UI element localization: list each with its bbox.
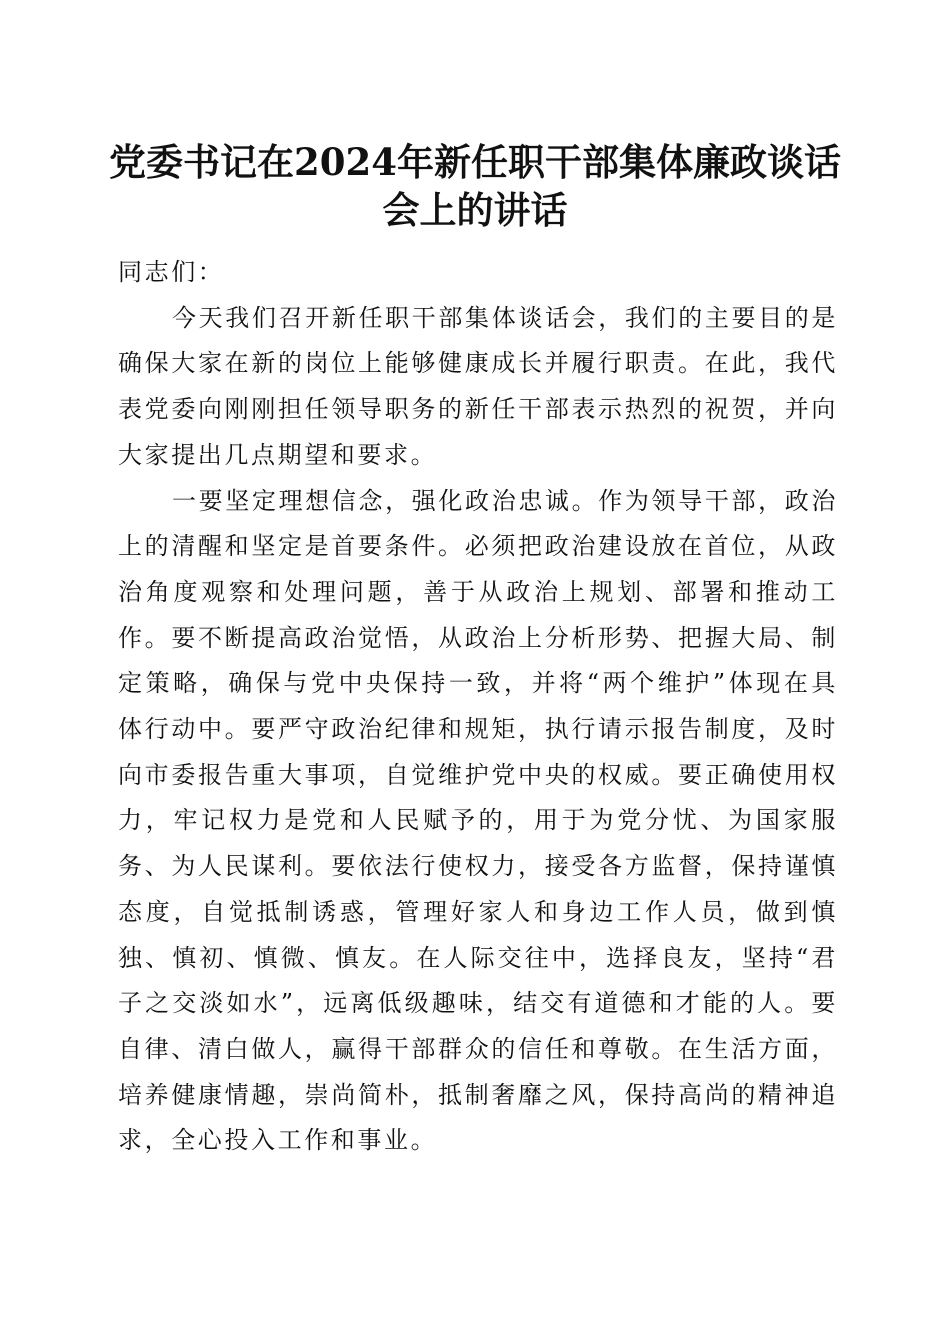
title-line-1: 党委书记在2024年新任职干部集体廉政谈话 bbox=[109, 140, 841, 184]
document-body bbox=[118, 250, 838, 1164]
page-title bbox=[100, 138, 850, 234]
paragraph-intro: 今天我们召开新任职干部集体谈话会，我们的主要目的是确保大家在新的岗位上能够健康成长并履行职责。在此，我代表党委向刚刚担任领导职务的新任干部表示热烈的祝贺，并向大家提出几点期望和要求。 bbox=[118, 303, 838, 469]
paragraph-point-one: 一要坚定理想信念，强化政治忠诚。作为领导干部，政治上的清醒和坚定是首要条件。必须把政治建设放在首位，从政治角度观察和处理问题，善于从政治上规划、部署和推动工作。要不断提高政治觉悟，从政治上分析形势、把握大局、制定策略，确保与党中央保持一致，并将“两个维护”体现在具体行动中。要严守政治纪律和规矩，执行请示报告制度，及时向市委报告重大事项，自觉维护党中央的权威。要正确使用权力，牢记权力是党和人民赋予的，用于为党分忧、为国家服务、为人民谋利。要依法行使权力，接受各方监督，保持谨慎态度，自觉抵制诱惑，管理好家人和身边工作人员，做到慎独、慎初、慎微、慎友。在人际交往中，选择良友，坚持“君子之交淡如水”，远离低级趣味，结交有道德和才能的人。要自律、清白做人，赢得干部群众的信任和尊敬。在生活方面，培养健康情趣，崇尚简朴，抵制奢靡之风，保持高尚的精神追求，全心投入工作和事业。 bbox=[118, 486, 838, 1155]
title-line-2: 会上的讲话 bbox=[382, 188, 568, 232]
salutation: 同志们： bbox=[118, 258, 225, 286]
